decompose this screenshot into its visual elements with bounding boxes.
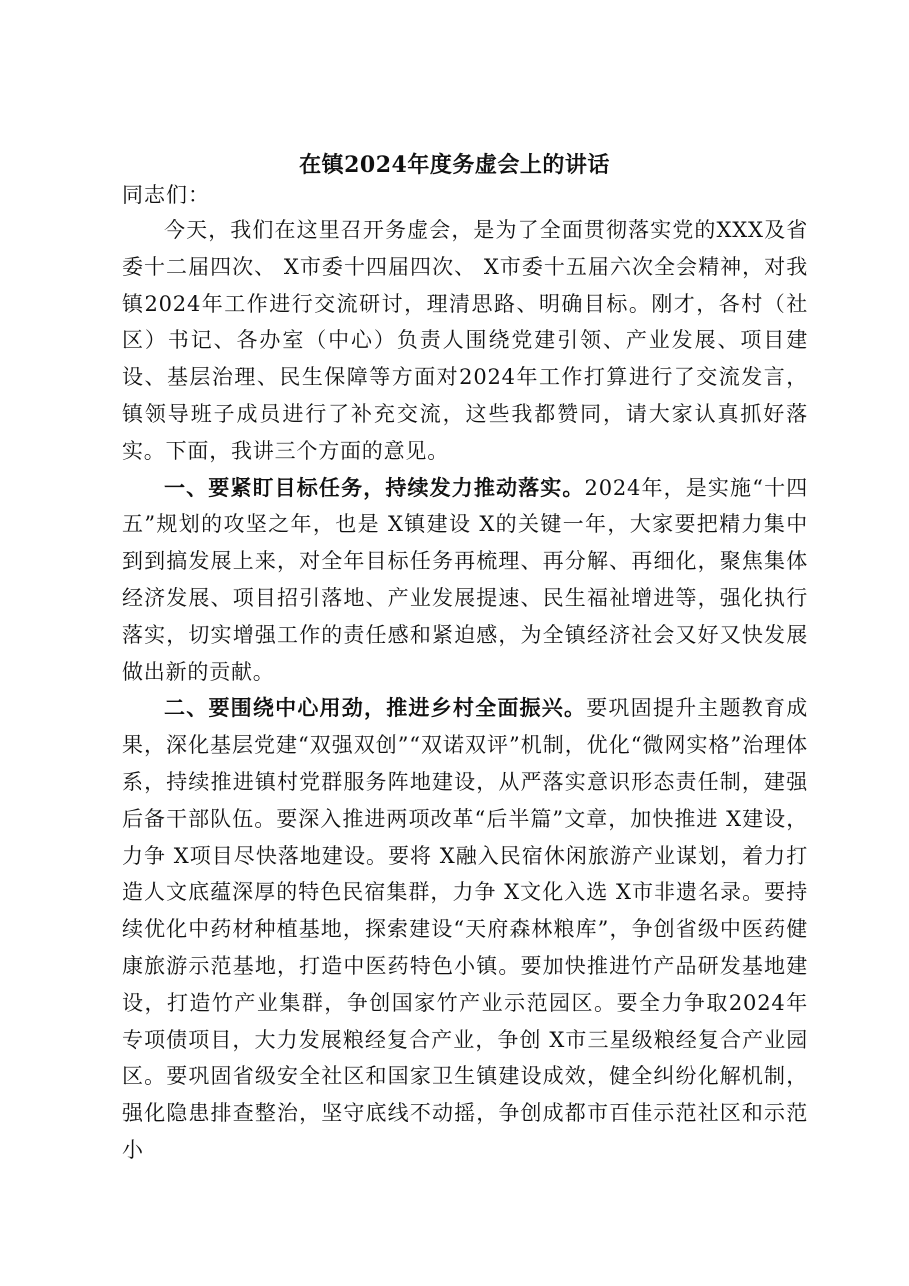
paragraph-heading: 二、要围绕中心用劲，推进乡村全面振兴。 [164, 695, 587, 721]
paragraph-text: 要巩固提升主题教育成果，深化基层党建“双强双创”“双诺双评”机制，优化“微网实格”治理体系，持续推进镇村党群服务阵地建设，从严落实意识形态责任制，建强后备干部队伍。要深入推进两项改革“后半篇”文章，加快推进 X建设，力争 X项目尽快落地建设。要将 X融入民宿休闲旅游产业谋划，着力打造人文底蕴深厚的特色民宿集群，力争 X文化入选 X市非遗名录。要持续优化中药材种植基地，探索建设“天府森林粮库”，争创省级中医药健康旅游示范基地，打造中医药特色小镇。要加快推进竹产品研发基地建设，打造竹产业集群，争创国家竹产业示范园区。要全力争取2024年专项债项目，大力发展粮经复合产业，争创 X市三星级粮经复合产业园区。要巩固省级安全社区和国家卫生镇建设成效，健全纠纷化解机制，强化隐患排查整治，坚守底线不动摇，争创成都市百佳示范社区和示范小 [122, 696, 808, 1162]
paragraph-text: 今天，我们在这里召开务虚会，是为了全面贯彻落实党的XXX及省委十二届四次、 X市委十四届四次、 X市委十五届六次全会精神，对我镇2024年工作进行交流研讨，理清思路、明确目标。刚才，各村（社区）书记、各办室（中心）负责人围绕党建引领、产业发展、项目建设、基层治理、民生保障等方面对2024年工作打算进行了交流发言，镇领导班子成员进行了补充交流，这些我都赞同，请大家认真抓好落实。下面，我讲三个方面的意见。 [122, 218, 808, 463]
paragraph-intro [122, 212, 808, 470]
paragraph-section-2 [122, 690, 808, 1168]
paragraph-text: 2024年，是实施“十四五”规划的攻坚之年，也是 X镇建设 X的关键一年，大家要把精力集中到到搞发展上来，对全年目标任务再梳理、再分解、再细化，聚焦集体经济发展、项目招引落地、产业发展提速、民生福祉增进等，强化执行落实，切实增强工作的责任感和紧迫感，为全镇经济社会又好又快发展做出新的贡献。 [122, 475, 808, 684]
paragraph-heading: 一、要紧盯目标任务，持续发力推动落实。 [164, 474, 585, 500]
salutation: 同志们： [122, 183, 210, 207]
document-title: 在镇2024年度务虚会上的讲话 [299, 152, 610, 178]
document-body [122, 212, 808, 1169]
paragraph-section-1 [122, 470, 808, 691]
